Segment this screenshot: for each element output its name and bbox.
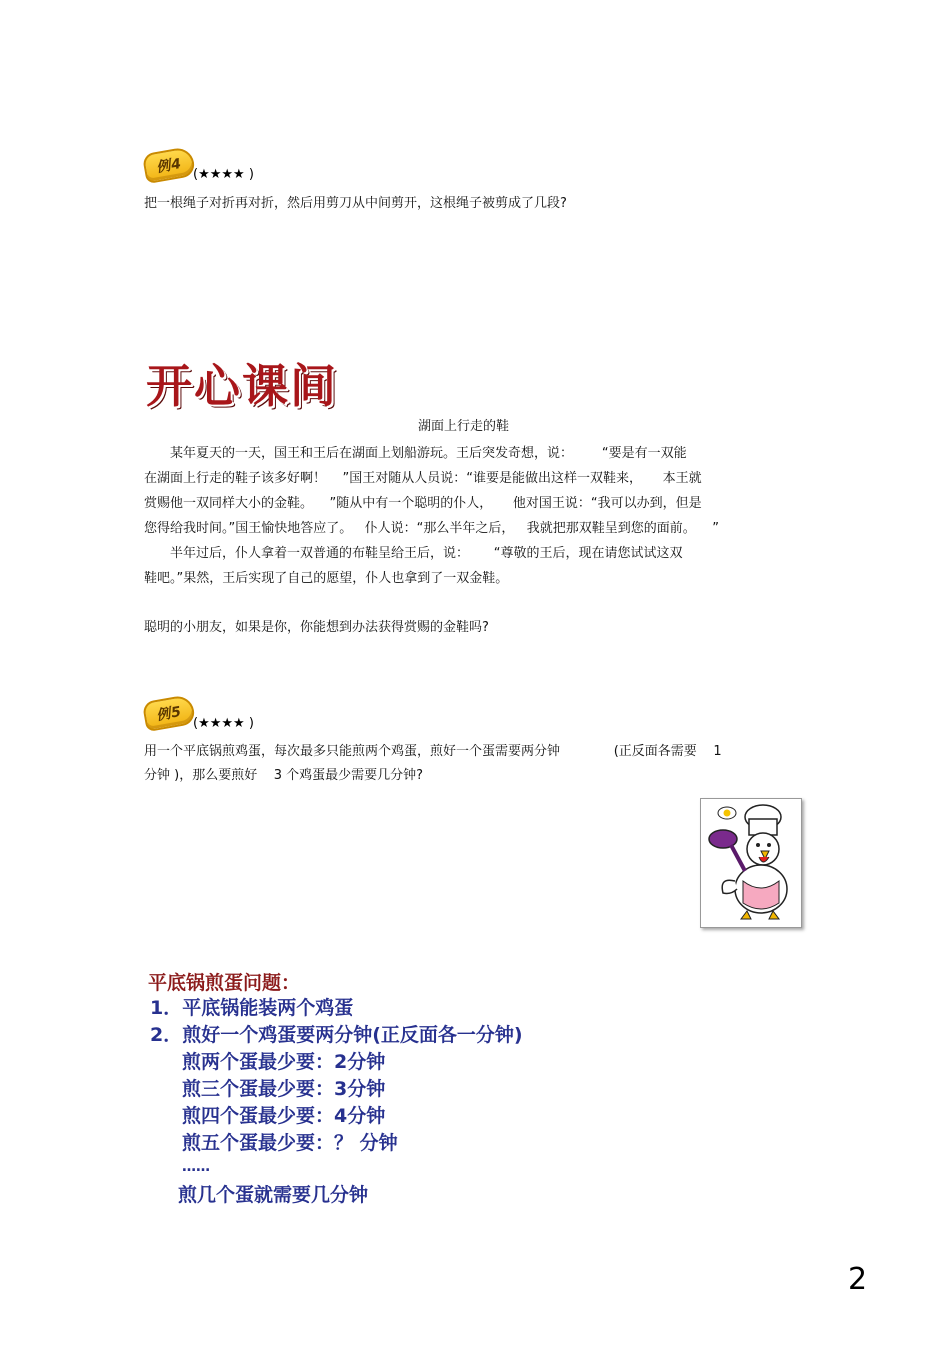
story-line: 鞋吧。”果然，王后实现了自己的愿望，仆人也拿到了一双金鞋。 (144, 571, 509, 586)
story-line: 某年夏天的一天，国王和王后在湖面上划船游玩。王后突发奇想，说： “要是有一双能 (170, 446, 687, 461)
example-5-badge (142, 694, 196, 732)
story-line: 赏赐他一双同样大小的金鞋。 ”随从中有一个聪明的仆人， 他对国王说：“我可以办到，但是 (144, 496, 702, 511)
chef-chicken-illustration (700, 798, 802, 928)
pan-problem-heading: 平底锅煎蛋问题： (148, 972, 301, 994)
example-4-badge (142, 146, 196, 184)
pan-problem-sub-item: 煎三个蛋最少要：3分钟 (182, 1078, 386, 1100)
example-4-badge-label: 例4 (155, 155, 184, 177)
example-5-difficulty: (★★★★ ) (193, 716, 254, 731)
pan-problem-sub-item: 煎四个蛋最少要：4分钟 (182, 1105, 386, 1127)
story-line: 在湖面上行走的鞋子该多好啊！ ”国王对随从人员说：“谁要是能做出这样一双鞋来， 本王就 (144, 471, 702, 486)
happy-class-title: 开心课间 (146, 359, 338, 413)
story-question: 聪明的小朋友，如果是你，你能想到办法获得赏赐的金鞋吗? (144, 620, 489, 635)
story-body (144, 441, 804, 591)
pan-problem-ellipsis: …… (182, 1159, 210, 1175)
pan-problem-item: 1．平底锅能装两个鸡蛋 (150, 997, 354, 1019)
pan-problem-sub-item: 煎两个蛋最少要：2分钟 (182, 1051, 386, 1073)
chef-chicken-icon (701, 799, 801, 927)
example-4-question: 把一根绳子对折再对折，然后用剪刀从中间剪开，这根绳子被剪成了几段? (144, 196, 567, 211)
pan-problem-sub-item: 煎五个蛋最少要：？ 分钟 (182, 1132, 398, 1154)
pan-problem-item: 2．煎好一个鸡蛋要两分钟(正反面各一分钟) (150, 1024, 523, 1046)
example-4-difficulty: (★★★★ ) (193, 167, 254, 182)
story-line: 您得给我时间。”国王愉快地答应了。 仆人说：“那么半年之后， 我就把那双鞋呈到您的面前。 ” (144, 521, 720, 536)
example-5-question-line-1: 用一个平底锅煎鸡蛋，每次最多只能煎两个鸡蛋，煎好一个蛋需要两分钟 (正反面各需要 1 (144, 744, 722, 759)
story-title: 湖面上行走的鞋 (418, 419, 510, 434)
example-5-badge-label: 例5 (155, 703, 184, 725)
story-line: 半年过后，仆人拿着一双普通的布鞋呈给王后，说： “尊敬的王后，现在请您试试这双 (170, 546, 683, 561)
pan-problem-sub-item: 煎几个蛋就需要几分钟 (178, 1184, 369, 1206)
page-number: 2 (848, 1262, 868, 1297)
example-5-question-line-2: 分钟 )，那么要煎好 3 个鸡蛋最少需要几分钟? (144, 768, 424, 783)
